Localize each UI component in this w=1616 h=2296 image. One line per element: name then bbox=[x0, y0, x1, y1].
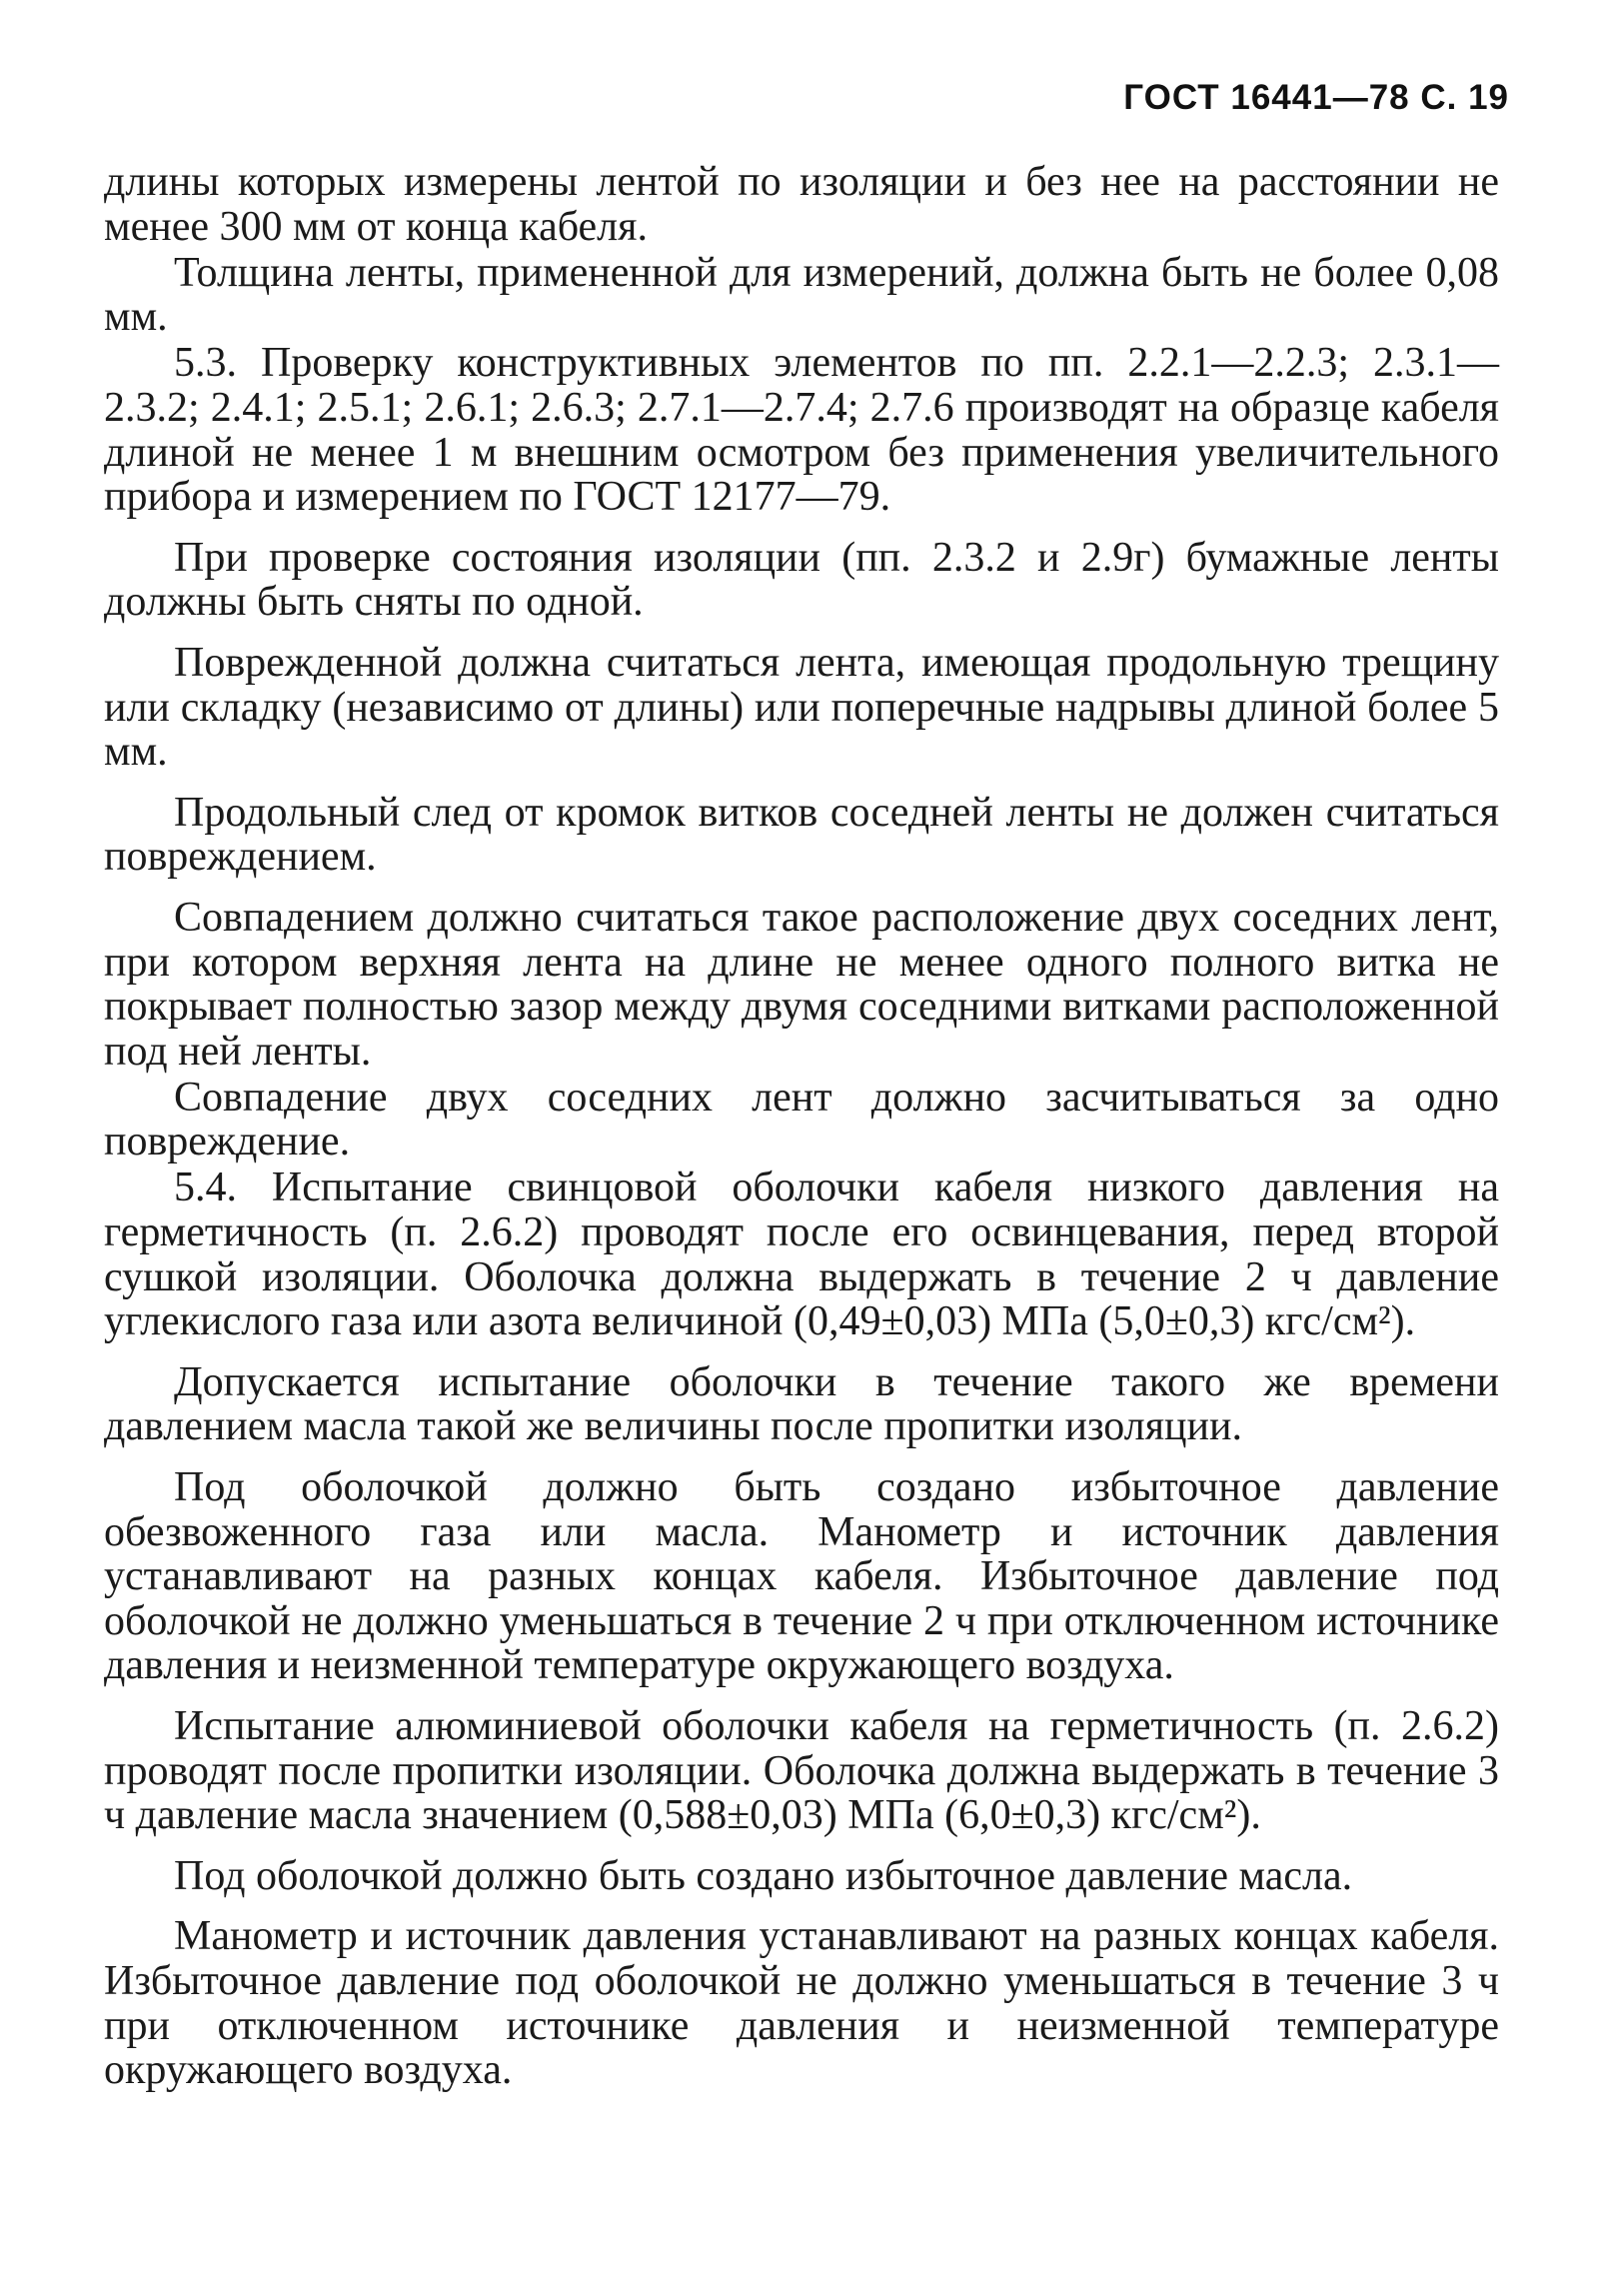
paragraph: Допускается испытание оболочки в течение такого же времени давлением масла такой же величины после пропитки изоляции. bbox=[104, 1358, 1499, 1450]
body-text bbox=[104, 160, 1499, 2094]
paragraph: Под оболочкой должно быть создано избыточное давление обезвоженного газа или масла. Манометр и источник давления устанавливают на разных концах кабеля. Избыточное давление под оболочкой не должно уменьшаться в течение 2 ч при отключенном источнике давления и неизменной температуре окружающего воздуха. bbox=[104, 1464, 1499, 1689]
paragraph: Продольный след от кромок витков соседней ленты не должен считаться повреждением. bbox=[104, 789, 1499, 881]
paragraph: Совпадение двух соседних лент должно засчитываться за одно повреждение. bbox=[104, 1074, 1499, 1165]
paragraph: Совпадением должно считаться такое расположение двух соседних лент, при котором верхняя лента на длине не менее одного полного витка не покрывает полностью зазор между двумя соседними витками расположенной под ней ленты. bbox=[104, 894, 1499, 1075]
paragraph: Поврежденной должна считаться лента, имеющая продольную трещину или складку (независимо от длины) или поперечные надрывы длиной более 5 мм. bbox=[104, 639, 1499, 776]
paragraph: 5.4. Испытание свинцовой оболочки кабеля низкого давления на герметичность (п. 2.6.2) проводят после его освинцевания, перед второй сушкой изоляции. Оболочка должна выдержать в течение 2 ч давление углекислого газа или азота величиной (0,49±0,03) МПа (5,0±0,3) кгс/см²). bbox=[104, 1164, 1499, 1345]
running-head: ГОСТ 16441—78 С. 19 bbox=[1123, 78, 1509, 117]
paragraph: 5.3. Проверку конструктивных элементов по пп. 2.2.1—2.2.3; 2.3.1—2.3.2; 2.4.1; 2.5.1; 2.6.1; 2.6.3; 2.7.1—2.7.4; 2.7.6 производят на образце кабеля длиной не менее 1 м внешним осмотром без применения увеличительного прибора и измерением по ГОСТ 12177—79. bbox=[104, 340, 1499, 521]
paragraph: Под оболочкой должно быть создано избыточное давление масла. bbox=[174, 1852, 1353, 1899]
paragraph: При проверке состояния изоляции (пп. 2.3.2 и 2.9г) бумажные ленты должны быть сняты по одной. bbox=[104, 534, 1499, 626]
paragraph: Толщина ленты, примененной для измерений, должна быть не более 0,08 мм. bbox=[104, 249, 1499, 341]
paragraph: Манометр и источник давления устанавливают на разных концах кабеля. Избыточное давление под оболочкой не должно уменьшаться в течение 3 ч при отключенном источнике давления и неизменной температуре окружающего воздуха. bbox=[104, 1913, 1499, 2094]
paragraph: длины которых измерены лентой по изоляции и без нее на расстоянии не менее 300 мм от конца кабеля. bbox=[104, 159, 1499, 250]
paragraph: Испытание алюминиевой оболочки кабеля на герметичность (п. 2.6.2) проводят после пропитки изоляции. Оболочка должна выдержать в течение 3 ч давление масла значением (0,588±0,03) МПа (6,0±0,3) кгс/см²). bbox=[104, 1703, 1499, 1839]
